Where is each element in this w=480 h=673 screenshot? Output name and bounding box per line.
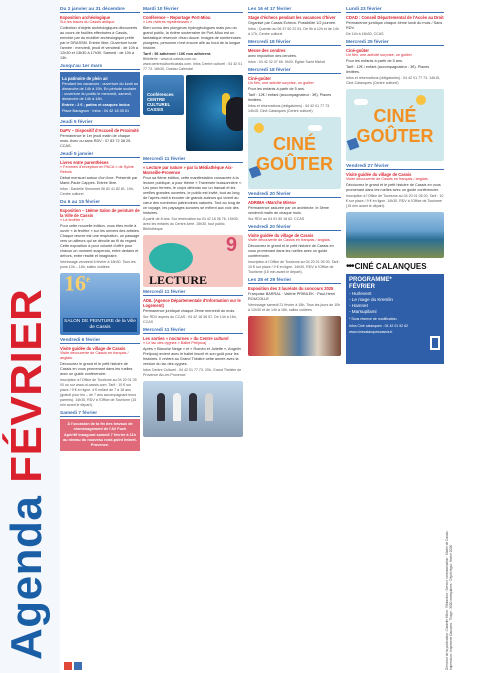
program-website: www.cinecalanquescassis.fr (349, 330, 393, 334)
conference-poster (143, 75, 184, 115)
lecture-par-nature-poster (143, 235, 243, 287)
date-header: Mardi 10 février (143, 7, 243, 13)
event-info: À partir de 8 ans. Sur réservation au 04 42 18 36 76. 15h30, avec les enfants du Centre Aéré. 15h30, tout public. Bibliothèque (143, 217, 239, 231)
program-item: - Marsupilami (349, 309, 377, 314)
event-subtitle: « Femmes d'exception en PACA » de Sylvie Rebois (60, 165, 134, 174)
poster-number: 16e (64, 273, 90, 296)
agenda-title-main: FÉVRIER (2, 288, 51, 483)
event-title: « Lecture par nature » par la Médiathèque Aix-Marseille-Provence (143, 165, 233, 175)
event-title: Messe des cendres (248, 48, 286, 53)
sun-icon (416, 95, 426, 105)
date-header: Jusqu'au 1er mars (60, 64, 140, 70)
event-title: Ciné-goûter (248, 76, 271, 81)
event-info: Inscription à l'Office de Tourisme au 04 20 01 05 00. Tarif : 10 € sur place / 9 € en ligne. 14h30, RDV à l'Office de Tourisme (15 min avant le départ). (248, 260, 341, 274)
cassis-coast-photo (346, 212, 444, 258)
cine-gouter-poster (346, 89, 444, 161)
date-header: Les 28 et 29 février (248, 278, 341, 284)
program-month: FÉVRIER (349, 284, 376, 290)
event-text: Permanence le 1er jeudi matin de chaque mois. Avec ou sans RDV : 07 83 72 38 25. CCAS. (60, 134, 132, 148)
event-place: Place Baragnon · Infos : 04 42 18 35 61 (62, 109, 130, 113)
column-1 (60, 4, 140, 453)
date-header: Mercredi 18 février (248, 68, 341, 74)
decor-square-red (64, 662, 72, 670)
column-2 (143, 4, 243, 440)
cloud-icon (354, 99, 368, 105)
event-text: Pour sa 9ème édition, cette manifestation consacrée à la lecture publique, a pour thème « Traversée buissonnière ». Les yeux fermés, le corps détendu sur un transat et les oreilles grandes ouvertes, le public est invité, tout au long de l'après-midi à écouter de grands auteurs qui vivent au cœur des nombreux patrimoines naturels. Tout au long de ce voyage, les paysages sonores se mêlent aux voix des histoires. (143, 176, 243, 215)
date-header: Mercredi 11 février (143, 290, 243, 296)
dancer-shape (157, 393, 165, 421)
event-title: Ciné-goûter (346, 48, 369, 53)
cine-gouter-poster (248, 117, 341, 189)
event-text: Organisé par Cassis Échecs. Possibilité 1/2 journée. (248, 21, 337, 25)
event-price: Tarif : 5€ adhérent / 10€ non adhérent. (143, 52, 212, 56)
event-subtitle: « Les rivières mystérieuses » (143, 20, 193, 24)
poster-caption: SALON DE PEINTURE de la Ville de Cassis (64, 319, 136, 330)
event-subtitle: « La fenêtre » (60, 218, 84, 222)
event-info: Vernissage vendredi 6 février à 18h30. Tous les jours 10h – 18h, salles voûtées (60, 260, 136, 269)
event-info: Sur RDV auprès du CCAS : 04 42 18 36 57. De 14h à 16h, CCAS (143, 315, 237, 324)
date-header: Vendredi 6 février (60, 338, 140, 344)
poster-title-line1: CINÉ (373, 106, 417, 126)
event-text: Permanence juridique chaque 2ème mercredi du mois. (143, 309, 236, 313)
event-title: Visite guidée du village de Cassis (248, 233, 314, 238)
event-info: Infos : Danielle Simonnet 06 82 41 82 81. 19h, Centre culturel (60, 187, 134, 196)
program-phone: Infos Ciné calanques : 04 42 01 92 62 (349, 323, 408, 328)
program-item: - Hurlevent (349, 291, 372, 296)
event-text: Pour cette nouvelle édition, vous êtes invité à ouvrir « la fenêtre » sur les univers des artistes. Chaque œuvre est une respiration, un passage vers un ailleurs qui se dévoile au fil du regard. Cette exposition a pour volonté d'offrir pour chacun un moment suspendu, entre dedans et dehors, entre réalité et imaginaire. (60, 224, 140, 258)
event-info: Inscription à l'Office de Tourisme au 04 20 01 05 00. Tarif : 10 € sur place / 9 € en ligne. 14h30, RDV à l'Office de Tourisme (15 min avant le départ). (346, 194, 444, 208)
column-3 (248, 4, 341, 359)
event-text: Découvrez le grand et le petit histoire de Cassis en vous promenant dans les ruelles avec un guide conférencier. (346, 183, 441, 192)
event-text: Pendant les vacances : ouverture du lundi au dimanche de 14h à 19h. En période scolaire : ouverture du public le mercredi, samedi, dimanche de 14h à 18h. (62, 82, 138, 101)
event-text: Pour les enfants à partir de 5 ans. (346, 59, 403, 63)
poster-lecture-text: LECTURE (149, 273, 208, 287)
event-title: Exposition – 16ème Salon de peinture de la Ville de Cassis (60, 208, 140, 218)
event-title: ADIL (Agence Départementale d'Information sur le Logement) (143, 298, 241, 308)
event-subtitle: Un film, une activité surprise, un goûter (346, 53, 412, 57)
event-title: Stage d'échecs pendant les vacances d'hiver (248, 15, 336, 20)
event-info: Infos et réservations (obligatoires) : 04 42 01 77 73. 14h15, Ciné-Calanques (Centre culturel) (248, 104, 331, 113)
cine-calanques-logo (346, 262, 444, 271)
event-title: ADRIMA «Marche Mirea» (248, 200, 297, 205)
event-text: Découvrez le grand et le petit histoire de Cassis en vous promenant dans les ruelles avec un guide conférencier. (60, 362, 133, 376)
dancer-shape (205, 393, 213, 421)
event-info: Inscription à l'Office de Tourisme au 04 20 01 05 00 ou sur www.ot-cassis.com. Tarif : 10 € sur place / 9 € en ligne. 4 € enfant de 7 à 18 ans (gratuit pour les – de 7 ans accompagnant leurs parents). 14h30, RDV à l'Office de Tourisme (15 min avant le départ). (60, 378, 137, 407)
poster-title-line1: CINÉ (272, 134, 316, 154)
event-subtitle: Visite découverte de Cassis en français / anglais. (346, 177, 429, 181)
event-text: Découvrez le grand et le petit histoire de Cassis en vous promenant dans les ruelles avec un guide conférencier. (248, 244, 334, 258)
publication-credits: Directeur de la publication : Danielle Milon · Rédaction : Service communication · Mairie de Cassis · Impression : Imprimerie Gaussen · Tirage : 3000 exemplaires · Dépôt légal : février 2026 (445, 529, 453, 670)
event-subtitle: Visite découverte de Cassis en français / anglais. (248, 238, 331, 242)
event-title: Livres entre parenthèses (60, 160, 109, 165)
date-header: Mercredi 11 février (143, 328, 243, 334)
event-info: Infos et réservations (obligatoires) : 04 42 01 77 73. 14h15, Ciné-Calanques (Centre culturel) (346, 76, 441, 85)
image-row (143, 72, 243, 154)
event-subtitle: Un film, une activité surprise, un goûter (248, 81, 314, 85)
diver-photo (186, 75, 243, 151)
cine-logo-name: CINÉ CALANQUES (354, 262, 427, 271)
poster-blob-shape (149, 243, 193, 273)
event-text: Collection d'objets archéologiques découverts au cours de fouilles effectuées à Cassis, enrichie par du mobilier archéologique prêté par le DRASSM. Entrée libre. Ouverture toute l'année : mercredi, jeudi et vendredi : de 10h à 12h30 et 13h30 à 17h30. Samedi : de 10h à 13h. (60, 26, 138, 60)
column-4 (346, 4, 444, 364)
cinema-program-box (346, 274, 444, 364)
inauguration-box (60, 419, 140, 451)
date-header: Jeudi 5 janvier (60, 152, 140, 158)
inauguration-title: À l'occasion de la fin des travaux de réaménagement de l'AV Foch (67, 422, 133, 431)
date-header: Jeudi 5 février (60, 120, 140, 126)
event-subtitle: Sur les traces du Cassis antique (60, 20, 115, 24)
sun-icon (254, 123, 264, 133)
event-info: Infos : 04 42 32 07 65. 9h30, Église Saint Michel (248, 60, 326, 64)
event-price: Tarif : 12€ / enfant (accompagnateur : 3€). Places limitées. (346, 65, 430, 74)
event-info: Infos Centre Culturel : 04 42 01 77 73. 20h, Grand Théâtre de Provence Aix-en-Provence (143, 368, 242, 377)
event-title: Exposition des 3 lauréats du concours 2025 (248, 286, 334, 291)
poster-edition-number: 9 (225, 235, 237, 256)
poster-title-line2: GOÛTER (356, 126, 434, 146)
date-header: Vendredi 27 février (346, 164, 444, 170)
program-note: * Sous réserve de modification. (349, 317, 398, 321)
event-title: Conférence – Reportage Port-Miou (143, 15, 211, 20)
inauguration-text: Apéritif inaugural samedi 7 février à 11h au niveau du nouveau rond-point Imbert-Provence. (63, 433, 137, 447)
date-header: Vendredi 20 février (248, 192, 341, 198)
event-text: Pour les enfants à partir de 5 ans. (248, 87, 305, 91)
date-header: Vendredi 20 février (248, 225, 341, 231)
date-header: Du 6 au 15 février (60, 200, 140, 206)
date-header: Mercredi 11 février (143, 157, 243, 163)
event-text: Permanence assurée par un architecte, le 3ème vendredi matin de chaque mois. (248, 206, 330, 215)
program-item: - Le mage du Kremlin (349, 297, 393, 302)
event-subtitle: Visite découverte de Cassis en français / anglais. (60, 351, 129, 360)
lac-des-cygnes-photo (143, 381, 243, 437)
event-title: DaPV – Dispositif d'Accueil de Proximité (60, 128, 139, 133)
event-title: CDAD : Conseil Départemental de l'Accès au Droit (346, 15, 444, 20)
event-info: Vernissage samedi 21 février à 18h. Tous les jours de 10h à 12h30 et de 14h à 18h, salles voûtées (248, 303, 341, 312)
date-header: Du 2 janvier au 31 décembre (60, 7, 140, 13)
dancer-shape (189, 393, 197, 421)
cine-logo-mark: ••• (346, 261, 354, 272)
agenda-title-prefix: Agenda (2, 495, 51, 660)
event-text: Permanence juridique chaque 4ème lundi du mois / Sans RDV. (346, 21, 443, 30)
event-title: Exposition archéologique (60, 15, 111, 20)
conference-poster-caption: Conférences CENTRE CULTUREL CASSIS (147, 92, 174, 112)
salon-peinture-poster (60, 273, 140, 335)
diver-body-shape (226, 97, 243, 131)
program-heading: PROGRAMME* (349, 277, 392, 283)
decor-square-blue (74, 662, 82, 670)
date-header: Les 16 et 17 février (248, 7, 341, 13)
event-text: Bien connu des plongeurs hydrogéologues mais peu du grand public, la rivière souterraine de Port-Miou est un fantastique réservoir d'eau douce. Images de nombreuses plongées, personne n'est encore allé au bout de la longue histoire. (143, 26, 241, 50)
date-header: Mercredi 18 février (248, 40, 341, 46)
cloud-icon (308, 125, 322, 131)
agenda-vertical-title (2, 281, 52, 660)
event-title: Les sorties « nocturnes » du Centre culturel (143, 336, 229, 341)
event-text: Débat mensuel autour d'un livre. Présenté par Marie-Paule Cappes. Entrée libre. (60, 176, 138, 185)
event-title: Visite guidée du village de Cassis (60, 346, 126, 351)
event-info: Infos : Quentin au 06 37 60 22 51. De 9h à 12h et de 14h à 17h, Centre culturel (248, 27, 339, 36)
date-header: Mercredi 25 février (346, 40, 444, 46)
event-text: Françoise BARRAL · Valérie PRIBILEK · Paul-Henri ROUCOLLE (248, 292, 336, 301)
event-info: De 14h à 16h30, CCAS (346, 32, 384, 36)
program-item: - Hamnet (349, 303, 368, 308)
event-text: avec imposition des cendres. (248, 54, 297, 58)
date-header: Samedi 7 février (60, 411, 140, 417)
event-title: Visite guidée du village de Cassis (346, 172, 412, 177)
event-title: La patinoire de plein air (62, 76, 108, 81)
event-price: Tarif : 12€ / enfant (accompagnateur : 3€). Places limitées. (248, 93, 332, 102)
event-subtitle: « Le lac des cygnes » Ballet Preljocaj (143, 341, 206, 345)
poster-title-line2: GOÛTER (255, 154, 333, 174)
date-header: Lundi 23 février (346, 7, 444, 13)
ice-rink-box (60, 72, 140, 117)
artworks-photo (248, 316, 341, 356)
cassis-emblem-icon (430, 336, 440, 350)
dancer-shape (173, 393, 181, 421)
event-info: Sur RDV au 04 91 50 18 62. CCAS (248, 217, 305, 221)
event-info: Billetterie : www.ot-cassis.com ou www.centreculturelcassis.com. Infos Centre culturel : 04 42 01 77 73. 18h30, Oustau Calendal (143, 57, 243, 71)
event-price: Entrée : 2 € ; patins et casques inclus (62, 103, 130, 107)
event-text: Après « Blanche Neige » et « Roméo et Juliette », Angelin Preljocaj revient avec le ballet inscrit et son goût pour les histoires. Il revient au Grand Théâtre cette année avec la version du lac des cygnes. (143, 347, 241, 366)
